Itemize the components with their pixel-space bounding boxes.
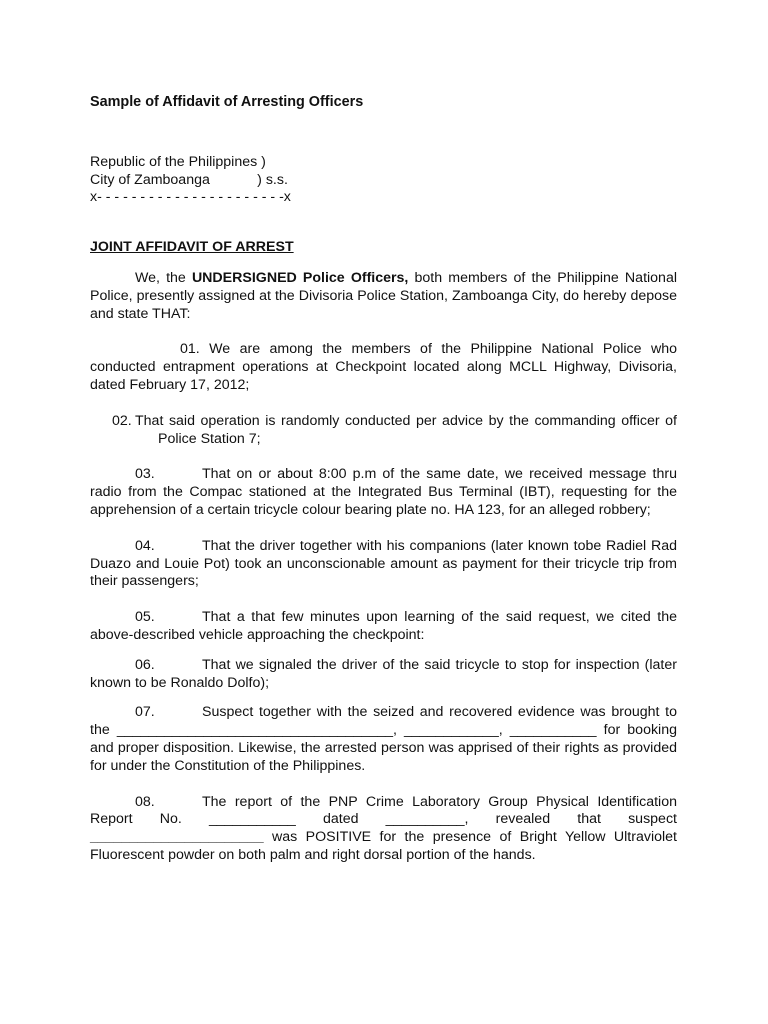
paragraph-text: We are among the members of the Philippine National Police who conducted entrapment operations at Checkpoint located along MCLL Highway, Divisoria, dated February 17, 2012; [90, 341, 677, 393]
intro-paragraph [90, 270, 677, 323]
paragraph-02: 02. That said operation is randomly conducted per advice by the commanding officer of Police Station 7; [112, 412, 677, 447]
intro-pre: We, the [135, 269, 192, 286]
paragraph-01 [90, 341, 677, 394]
paragraph-text: That we signaled the driver of the said tricycle to stop for inspection (later known to be Ronaldo Dolfo); [90, 656, 677, 691]
paragraph-number: 05. [135, 609, 155, 626]
paragraph-number: 03. [135, 466, 155, 483]
paragraph-text: That on or about 8:00 p.m of the same date, we received message thru radio from the Compac stationed at the Integrated Bus Terminal (IBT), requesting for the apprehension of a certain tricycle colour bearing plate no. HA 123, for an alleged robbery; [90, 466, 677, 518]
paragraph-05 [90, 609, 677, 645]
affidavit-title: JOINT AFFIDAVIT OF ARREST [90, 239, 294, 256]
paragraph-text-end: was POSITIVE for the presence of Bright Yellow Ultraviolet Fluorescent powder on both palm and right dorsal portion of the hands. [90, 829, 677, 863]
paragraph-06 [90, 657, 677, 693]
intro-post: both members of the Philippine National Police, presently assigned at the Divisoria Police Station, Zamboanga City, do hereby depose and state THAT: [90, 269, 677, 322]
paragraph-08 [90, 794, 677, 865]
affidavit-page [90, 94, 677, 865]
paragraph-text: The report of the PNP Crime Laboratory Group Physical Identification Report No. ___________ dated __________, revealed that suspect [90, 793, 677, 828]
paragraph-text: Suspect together with the seized and recovered evidence was brought to the ___________________________________, ____________, ___________ for booking and proper disposition. Likewise, the arrested person was apprised of their rights as provided for under the Constitution of the Philippines. [90, 704, 677, 774]
paragraph-number: 08. [135, 793, 155, 810]
paragraph-text: That the driver together with his companions (later known tobe Radiel Rad Duazo and Louie Pot) took an unconscionable amount as payment for their tricycle trip from their passengers; [90, 537, 677, 590]
paragraph-text: That said operation is randomly conducted per advice by the commanding officer of Police Station 7; [135, 412, 677, 447]
sample-title: Sample of Affidavit of Arresting Officers [90, 94, 364, 110]
paragraph-07 [90, 704, 677, 775]
intro-bold: UNDERSIGNED Police Officers, [191, 269, 409, 286]
paragraph-number: 06. [135, 656, 155, 673]
paragraph-04 [90, 538, 677, 591]
caption-divider: x- - - - - - - - - - - - - - - - - - - - - -x [90, 189, 291, 206]
caption-republic: Republic of the Philippines ) [90, 153, 266, 170]
paragraph-number: 07. [135, 704, 155, 721]
paragraph-03 [90, 466, 677, 519]
paragraph-number: 04. [135, 537, 155, 554]
paragraph-number: 01. [180, 341, 200, 358]
venue-caption [90, 154, 677, 207]
paragraph-text: That a that few minutes upon learning of the said request, we cited the above-described vehicle approaching the checkpoint: [90, 609, 677, 643]
suspect-name-blank: ______________________ [90, 829, 264, 846]
caption-city: City of Zamboanga ) s.s. [90, 171, 288, 188]
